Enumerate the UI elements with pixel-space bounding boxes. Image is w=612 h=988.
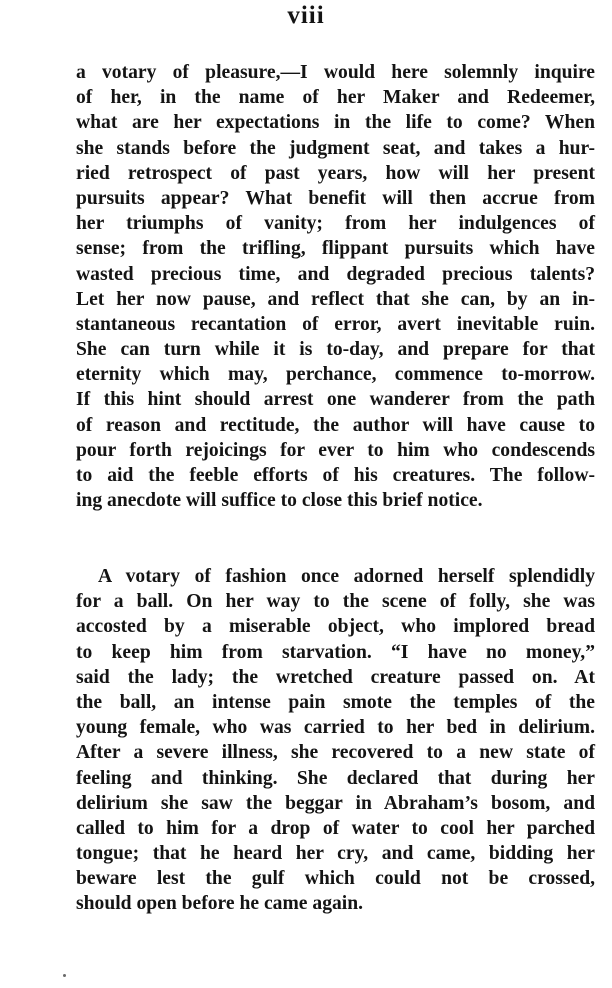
text-line: to keep him from starvation. “I have no money,” — [76, 641, 595, 663]
text-line: After a severe illness, she recovered to a new state of — [76, 742, 595, 764]
page-number: viii — [287, 2, 325, 29]
text-line: ing anecdote will suffice to close this brief notice. — [76, 490, 483, 512]
ink-speck — [63, 974, 66, 977]
text-line: she stands before the judgment seat, and takes a hur- — [76, 137, 595, 159]
text-line: the ball, an intense pain smote the temples of the — [76, 691, 595, 713]
text-line: If this hint should arrest one wanderer from the path — [76, 389, 595, 411]
text-line: Let her now pause, and reflect that she can, by an in- — [76, 288, 595, 310]
text-line: of reason and rectitude, the author will have cause to — [76, 414, 595, 436]
text-line: beware lest the gulf which could not be crossed, — [76, 868, 595, 890]
text-line: ried retrospect of past years, how will her present — [76, 162, 595, 184]
text-line: stantaneous recantation of error, avert inevitable ruin. — [76, 313, 595, 335]
text-line: to aid the feeble efforts of his creatures. The follow- — [76, 465, 595, 486]
paragraph-1 — [76, 60, 595, 513]
text-line: of her, in the name of her Maker and Redeemer, — [76, 87, 595, 109]
text-line: She can turn while it is to-day, and prepare for that — [76, 339, 595, 361]
text-line: pour forth rejoicings for ever to him who condescends — [76, 439, 595, 461]
text-line: A votary of fashion once adorned herself splendidly — [98, 566, 595, 587]
text-line: tongue; that he heard her cry, and came, bidding her — [76, 843, 595, 865]
text-line: should open before he came again. — [76, 893, 364, 915]
text-line: called to him for a drop of water to cool her parched — [76, 817, 595, 839]
text-line: her triumphs of vanity; from her indulgences of — [76, 213, 595, 235]
paragraph-2 — [76, 564, 595, 917]
text-line: pursuits appear? What benefit will then accrue from — [76, 187, 595, 209]
text-line: accosted by a miserable object, who implored bread — [76, 616, 595, 638]
text-line: young female, who was carried to her bed in delirium. — [76, 717, 595, 739]
text-line: what are her expectations in the life to come? When — [76, 112, 595, 134]
text-line: wasted precious time, and degraded precious talents? — [76, 263, 595, 285]
text-line: delirium she saw the beggar in Abraham’s bosom, and — [76, 792, 595, 814]
text-line: sense; from the trifling, flippant pursuits which have — [76, 238, 595, 260]
text-line: eternity which may, perchance, commence to-morrow. — [76, 364, 595, 386]
text-line: for a ball. On her way to the scene of folly, she was — [76, 591, 595, 613]
text-line: said the lady; the wretched creature passed on. At — [76, 666, 595, 688]
text-line: feeling and thinking. She declared that during her — [76, 767, 595, 789]
text-line: a votary of pleasure,—I would here solemnly inquire — [76, 62, 595, 83]
